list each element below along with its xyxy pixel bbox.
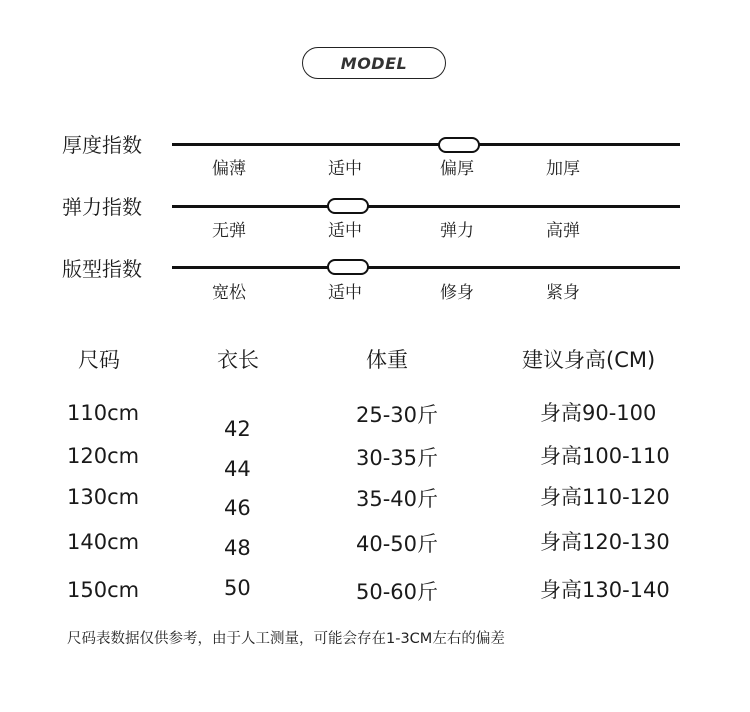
fit-index-track [172, 266, 680, 269]
row5-weight: 50-60斤 [356, 580, 439, 604]
elasticity-option-high: 高弹 [546, 221, 580, 241]
thickness-option-thick: 偏厚 [440, 159, 474, 179]
row2-size: 120cm [67, 444, 140, 468]
row1-height: 身高90-100 [540, 401, 657, 425]
fit-option-regular: 适中 [328, 283, 362, 303]
row4-height: 身高120-130 [540, 530, 670, 554]
thickness-index-label: 厚度指数 [62, 133, 142, 157]
row4-size: 140cm [67, 530, 140, 554]
row5-length: 50 [224, 576, 251, 600]
header-size: 尺码 [78, 348, 120, 372]
fit-option-loose: 宽松 [212, 283, 246, 303]
row3-height: 身高110-120 [540, 485, 670, 509]
row2-length: 44 [224, 457, 251, 481]
row3-length: 46 [224, 496, 251, 520]
elasticity-option-medium: 适中 [328, 221, 362, 241]
thickness-index-track [172, 143, 680, 146]
header-weight: 体重 [366, 348, 408, 372]
elasticity-index-label: 弹力指数 [62, 195, 142, 219]
model-badge: MODEL [302, 47, 446, 79]
row2-height: 身高100-110 [540, 444, 670, 468]
row3-weight: 35-40斤 [356, 487, 439, 511]
thickness-index-knob[interactable] [438, 137, 480, 153]
thickness-option-extra-thick: 加厚 [546, 159, 580, 179]
row1-length: 42 [224, 417, 251, 441]
fit-option-slim: 修身 [440, 283, 474, 303]
thickness-option-thin: 偏薄 [212, 159, 246, 179]
thickness-option-medium: 适中 [328, 159, 362, 179]
elasticity-option-elastic: 弹力 [440, 221, 474, 241]
fit-index-knob[interactable] [327, 259, 369, 275]
row1-size: 110cm [67, 401, 140, 425]
elasticity-index-knob[interactable] [327, 198, 369, 214]
elasticity-option-none: 无弹 [212, 221, 246, 241]
fit-index-label: 版型指数 [62, 257, 142, 281]
row3-size: 130cm [67, 485, 140, 509]
row4-length: 48 [224, 536, 251, 560]
header-length: 衣长 [217, 348, 259, 372]
row1-weight: 25-30斤 [356, 403, 439, 427]
row2-weight: 30-35斤 [356, 446, 439, 470]
elasticity-index-track [172, 205, 680, 208]
row5-height: 身高130-140 [540, 578, 670, 602]
fit-option-tight: 紧身 [546, 283, 580, 303]
size-chart-disclaimer: 尺码表数据仅供参考，由于人工测量，可能会存在1-3CM左右的偏差 [67, 631, 505, 647]
row5-size: 150cm [67, 578, 140, 602]
header-height: 建议身高(CM) [522, 348, 656, 372]
row4-weight: 40-50斤 [356, 532, 439, 556]
